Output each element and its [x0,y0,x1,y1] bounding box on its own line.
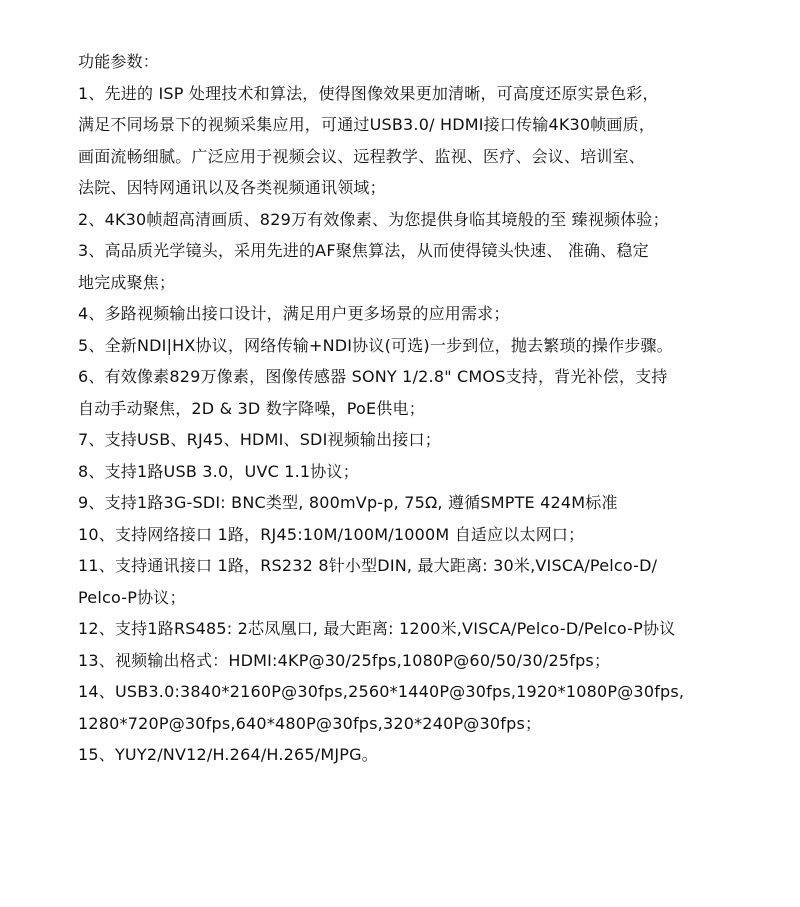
spec-line: 2、4K30帧超高清画质、829万有效像素、为您提供身临其境般的至 臻视频体验； [78,209,669,229]
spec-line: 9、支持1路3G-SDI: BNC类型, 800mVp-p, 75Ω, 遵循SMPTE 424M标准 [78,493,618,512]
spec-line: 14、USB3.0:3840*2160P@30fps,2560*1440P@30fps,1920*1080P@30fps, [78,682,685,701]
spec-line: 地完成聚焦； [78,272,176,292]
spec-line: 8、支持1路USB 3.0，UVC 1.1协议； [78,461,359,481]
spec-line: 画面流畅细腻。广泛应用于视频会议、远程教学、监视、医疗、会议、培训室、 [78,146,646,166]
spec-line: 10、支持网络接口 1路，RJ45:10M/100M/1000M 自适应以太网口； [78,524,585,544]
spec-line: 法院、因特网通讯以及各类视频通讯领域； [78,178,386,197]
spec-line: 4、多路视频输出接口设计，满足用户更多场景的应用需求； [78,304,510,323]
spec-line: 3、高品质光学镜头，采用先进的AF聚焦算法，从而使得镜头快速、 准确、稳定 [78,241,649,260]
spec-line: 满足不同场景下的视频采集应用，可通过USB3.0/ HDMI接口传输4K30帧画质， [78,115,656,134]
spec-line: 7、支持USB、RJ45、HDMI、SDI视频输出接口； [78,430,441,449]
spec-line: 自动手动聚焦，2D & 3D 数字降噪，PoE供电； [78,398,425,418]
spec-line: 11、支持通讯接口 1路，RS232 8针小型DIN, 最大距离: 30米,VISCA/Pelco-D/ [78,556,658,575]
spec-line: 6、有效像素829万像素，图像传感器 SONY 1/2.8" CMOS支持，背光补偿，支持 [78,367,668,386]
spec-document [78,46,778,771]
spec-line: 1280*720P@30fps,640*480P@30fps,320*240P@30fps； [78,713,542,733]
spec-line: 12、支持1路RS485: 2芯凤凰口, 最大距离: 1200米,VISCA/Pelco-D/Pelco-P协议 [78,619,676,638]
spec-line: Pelco-P协议； [78,587,186,607]
spec-line: 1、先进的 ISP 处理技术和算法，使得图像效果更加清晰，可高度还原实景色彩， [78,83,659,103]
spec-line: 15、YUY2/NV12/H.264/H.265/MJPG。 [78,745,378,764]
document-title: 功能参数： [78,52,160,71]
spec-line: 13、视频输出格式：HDMI:4KP@30/25fps,1080P@60/50/30/25fps； [78,650,611,670]
spec-line: 5、全新NDI|HX协议，网络传输+NDI协议(可选)一步到位，抛去繁琐的操作步骤。 [78,335,673,355]
